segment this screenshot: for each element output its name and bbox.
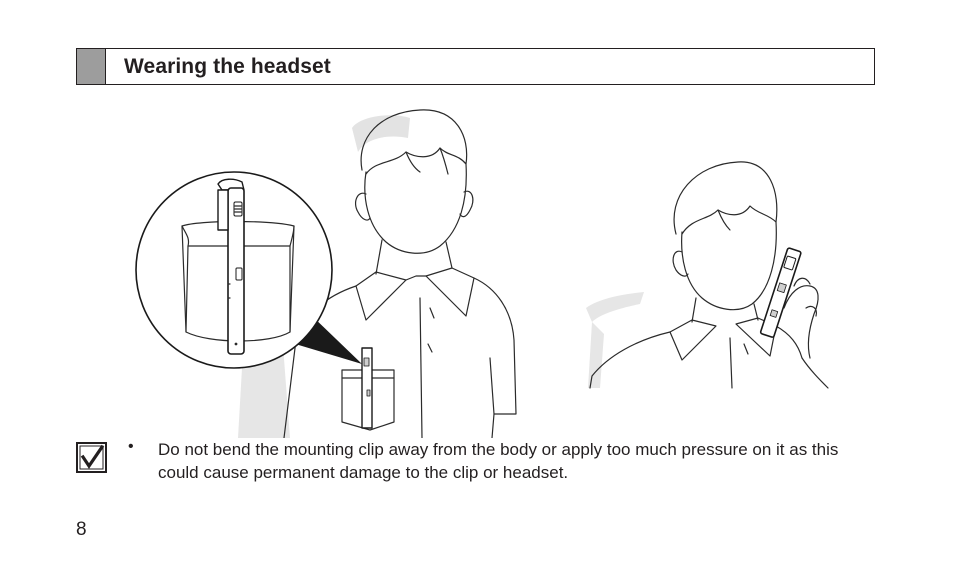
pocket-clip-zoom-circle xyxy=(136,172,332,368)
section-header-tab xyxy=(77,49,106,84)
checkbox-check-icon xyxy=(76,442,107,473)
note-text: Do not bend the mounting clip away from the body or apply too much pressure on it as this could cause permanent damage to the clip or headset. xyxy=(158,440,839,482)
page-number: 8 xyxy=(76,519,87,540)
note-block xyxy=(76,436,876,496)
person-ear-figure xyxy=(586,162,828,388)
section-title: Wearing the headset xyxy=(124,54,331,78)
section-header xyxy=(76,48,875,85)
note-bullet: • xyxy=(128,438,134,455)
headset-wearing-illustration xyxy=(130,108,840,438)
